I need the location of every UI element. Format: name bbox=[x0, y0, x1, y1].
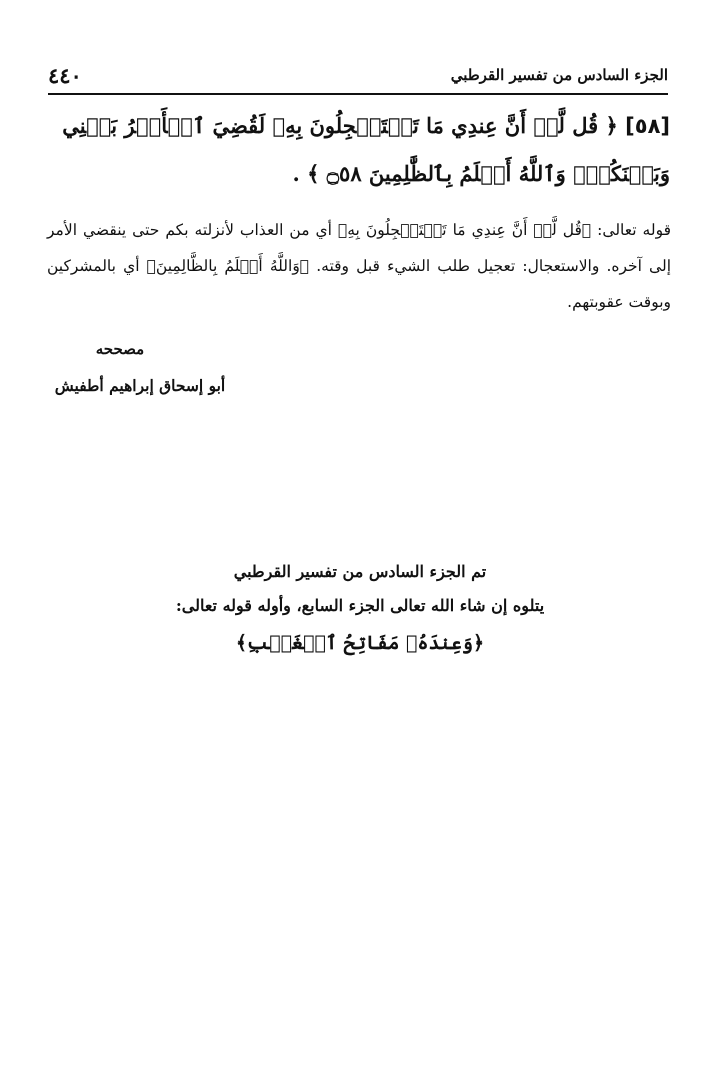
colophon-end-note: تم الجزء السادس من تفسير القرطبي bbox=[233, 562, 487, 581]
colophon-next-verse: ﴿وَعِندَهُۥ مَفَاتِحُ ٱلۡغَيۡبِ﴾ bbox=[235, 632, 485, 654]
verse-number: [٥٨] bbox=[625, 114, 670, 138]
running-title: الجزء السادس من تفسير القرطبي bbox=[450, 66, 668, 84]
quran-verse bbox=[45, 102, 670, 198]
colophon bbox=[50, 555, 670, 663]
proofreader-title: مصححه bbox=[95, 340, 145, 358]
header-rule bbox=[48, 93, 668, 95]
running-header bbox=[48, 60, 668, 90]
page-number: ٤٤٠ bbox=[48, 62, 82, 88]
proofreader-name: أبو إسحاق إبراهيم أطفيش bbox=[54, 376, 226, 395]
verse-text: ﴿ قُل لَّوۡ أَنَّ عِندِي مَا تَسۡتَعۡجِلُونَ بِهِۦ لَقُضِيَ ٱلۡأَمۡرُ بَيۡنِي وَبَيۡنَكُمۡۗ وَٱللَّهُ أَعۡلَمُ بِٱلظَّٰلِمِينَ ۝٥٨ ﴾ . bbox=[62, 113, 670, 186]
commentary-paragraph: قوله تعالى: ﴿قُل لَّوۡ أَنَّ عِندِي مَا تَسۡتَعۡجِلُونَ بِهِ﴾ أي من العذاب لأنزلته بكم حتى ينقضي الأمر إلى آخره. والاستعجال: تعجيل طلب الشيء قبل وقته. ﴿وَاللَّهُ أَعۡلَمُ بِالظَّالِمِينَ﴾ أي بالمشركين وبوقت عقوبتهم. bbox=[47, 220, 671, 311]
colophon-next-volume: يتلوه إن شاء الله تعالى الجزء السابع، وأوله قوله تعالى: bbox=[175, 596, 545, 615]
